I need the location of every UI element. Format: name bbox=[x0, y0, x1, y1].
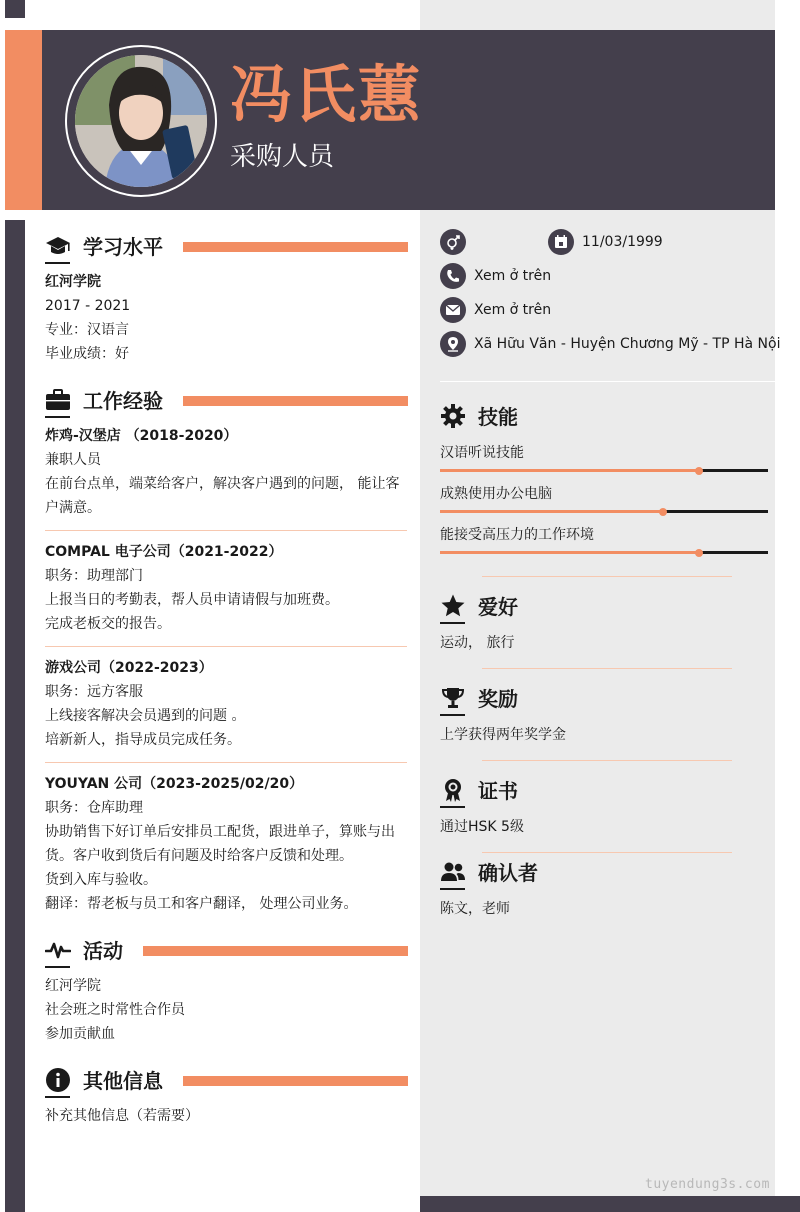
email-value: Xem ở trên bbox=[474, 302, 552, 318]
section-accent-bar bbox=[183, 396, 408, 406]
skill-bar bbox=[440, 469, 768, 472]
references-title: 确认者 bbox=[478, 861, 538, 885]
job-heading: 炸鸡-汉堡店 （2018-2020） bbox=[45, 428, 238, 444]
section-underline bbox=[45, 966, 70, 968]
bottom-accent-bar bbox=[420, 1196, 800, 1212]
section-divider bbox=[482, 576, 732, 577]
job-line: 上线接客解决会员遇到的问题 。 bbox=[45, 708, 246, 724]
skill-bar-marker bbox=[695, 549, 703, 557]
experience-section-header bbox=[45, 387, 409, 417]
header-accent-strip bbox=[5, 30, 42, 210]
job-heading: COMPAL 电子公司（2021-2022） bbox=[45, 544, 283, 560]
section-underline bbox=[440, 714, 465, 716]
section-accent-bar bbox=[183, 1076, 408, 1086]
skill-bar-fill bbox=[440, 510, 663, 513]
education-school: 红河学院 bbox=[45, 274, 101, 290]
activity-line: 参加贡献血 bbox=[45, 1026, 115, 1042]
skill-bar-fill bbox=[440, 551, 699, 554]
section-underline bbox=[45, 1096, 70, 1098]
section-divider bbox=[482, 852, 732, 853]
activities-title: 活动 bbox=[83, 939, 123, 963]
job-line: 户满意。 bbox=[45, 500, 101, 516]
other-info-section-header bbox=[45, 1067, 409, 1097]
education-years: 2017 - 2021 bbox=[45, 298, 131, 314]
awards-title: 奖励 bbox=[478, 687, 518, 711]
job-line: 协助销售下好订单后安排员工配货，跟进单子，算账与出 bbox=[45, 824, 395, 840]
watermark: tuyendung3s.com bbox=[645, 1177, 770, 1192]
activity-line: 社会班之时常性合作员 bbox=[45, 1002, 185, 1018]
briefcase-icon bbox=[45, 387, 71, 413]
email-icon bbox=[440, 297, 466, 323]
star-icon bbox=[440, 593, 466, 619]
info-icon bbox=[45, 1067, 71, 1093]
activities-section-header bbox=[45, 937, 409, 967]
phone-icon bbox=[440, 263, 466, 289]
education-section-header bbox=[45, 233, 409, 263]
job-line: 上报当日的考勤表，帮人员申请请假与加班费。 bbox=[45, 592, 339, 608]
certificates-text: 通过HSK 5级 bbox=[440, 819, 524, 835]
education-grade: 毕业成绩：好 bbox=[45, 346, 129, 362]
candidate-name: 冯氏蕙 bbox=[230, 58, 423, 131]
job-heading: YOUYAN 公司（2023-2025/02/20） bbox=[45, 776, 304, 792]
skills-title: 技能 bbox=[478, 405, 518, 429]
skill-bar-fill bbox=[440, 469, 699, 472]
skill-bar-marker bbox=[659, 508, 667, 516]
birthday-value: 11/03/1999 bbox=[582, 234, 663, 250]
job-line: 职务：助理部门 bbox=[45, 568, 143, 584]
section-divider bbox=[482, 668, 732, 669]
hobbies-title: 爱好 bbox=[478, 595, 518, 619]
skill-bar bbox=[440, 510, 768, 513]
left-accent-bar bbox=[5, 220, 25, 1212]
skill-label: 汉语听说技能 bbox=[440, 445, 524, 461]
gear-icon bbox=[440, 403, 466, 429]
skill-label: 能接受高压力的工作环境 bbox=[440, 527, 594, 543]
section-divider bbox=[482, 760, 732, 761]
job-line: 培新新人，指导成员完成任务。 bbox=[45, 732, 241, 748]
skill-bar bbox=[440, 551, 768, 554]
skill-bar-marker bbox=[695, 467, 703, 475]
candidate-job-title: 采购人员 bbox=[230, 142, 335, 172]
job-line: 完成老板交的报告。 bbox=[45, 616, 171, 632]
hobbies-text: 运动， 旅行 bbox=[440, 635, 515, 651]
contact-divider bbox=[440, 381, 775, 382]
experience-title: 工作经验 bbox=[83, 389, 163, 413]
location-pin-icon bbox=[440, 331, 466, 357]
section-underline bbox=[440, 622, 465, 624]
section-accent-bar bbox=[183, 242, 408, 252]
section-accent-bar bbox=[143, 946, 408, 956]
address-value: Xã Hữu Văn - Huyện Chương Mỹ - TP Hà Nội bbox=[474, 336, 781, 352]
education-major: 专业：汉语言 bbox=[45, 322, 129, 338]
gender-icon bbox=[440, 229, 466, 255]
job-heading: 游戏公司（2022-2023） bbox=[45, 660, 213, 676]
other-info-line: 补充其他信息（若需要） bbox=[45, 1108, 199, 1124]
section-underline bbox=[440, 888, 465, 890]
job-line: 翻译：帮老板与员工和客户翻译， 处理公司业务。 bbox=[45, 896, 358, 912]
graduation-cap-icon bbox=[45, 233, 71, 259]
job-line: 职务：仓库助理 bbox=[45, 800, 143, 816]
calendar-icon bbox=[548, 229, 574, 255]
trophy-icon bbox=[440, 685, 466, 711]
job-divider bbox=[45, 530, 407, 531]
top-accent-block bbox=[5, 0, 25, 18]
job-line: 职务：远方客服 bbox=[45, 684, 143, 700]
certificate-icon bbox=[440, 777, 466, 803]
education-title: 学习水平 bbox=[83, 235, 163, 259]
certificates-title: 证书 bbox=[478, 779, 518, 803]
avatar bbox=[75, 55, 207, 187]
job-line: 货到入库与验收。 bbox=[45, 872, 157, 888]
activity-line: 红河学院 bbox=[45, 978, 101, 994]
job-line: 货。客户收到货后有问题及时给客户反馈和处理。 bbox=[45, 848, 353, 864]
job-divider bbox=[45, 646, 407, 647]
pulse-icon bbox=[45, 937, 71, 963]
users-icon bbox=[440, 859, 466, 885]
job-divider bbox=[45, 762, 407, 763]
section-underline bbox=[45, 262, 70, 264]
other-info-title: 其他信息 bbox=[83, 1069, 163, 1093]
skill-label: 成熟使用办公电脑 bbox=[440, 486, 552, 502]
job-line: 兼职人员 bbox=[45, 452, 101, 468]
section-underline bbox=[440, 806, 465, 808]
job-line: 在前台点单，端菜给客户，解决客户遇到的问题， 能让客 bbox=[45, 476, 400, 492]
references-text: 陈文，老师 bbox=[440, 901, 510, 917]
section-underline bbox=[45, 416, 70, 418]
awards-text: 上学获得两年奖学金 bbox=[440, 727, 566, 743]
phone-value: Xem ở trên bbox=[474, 268, 552, 284]
